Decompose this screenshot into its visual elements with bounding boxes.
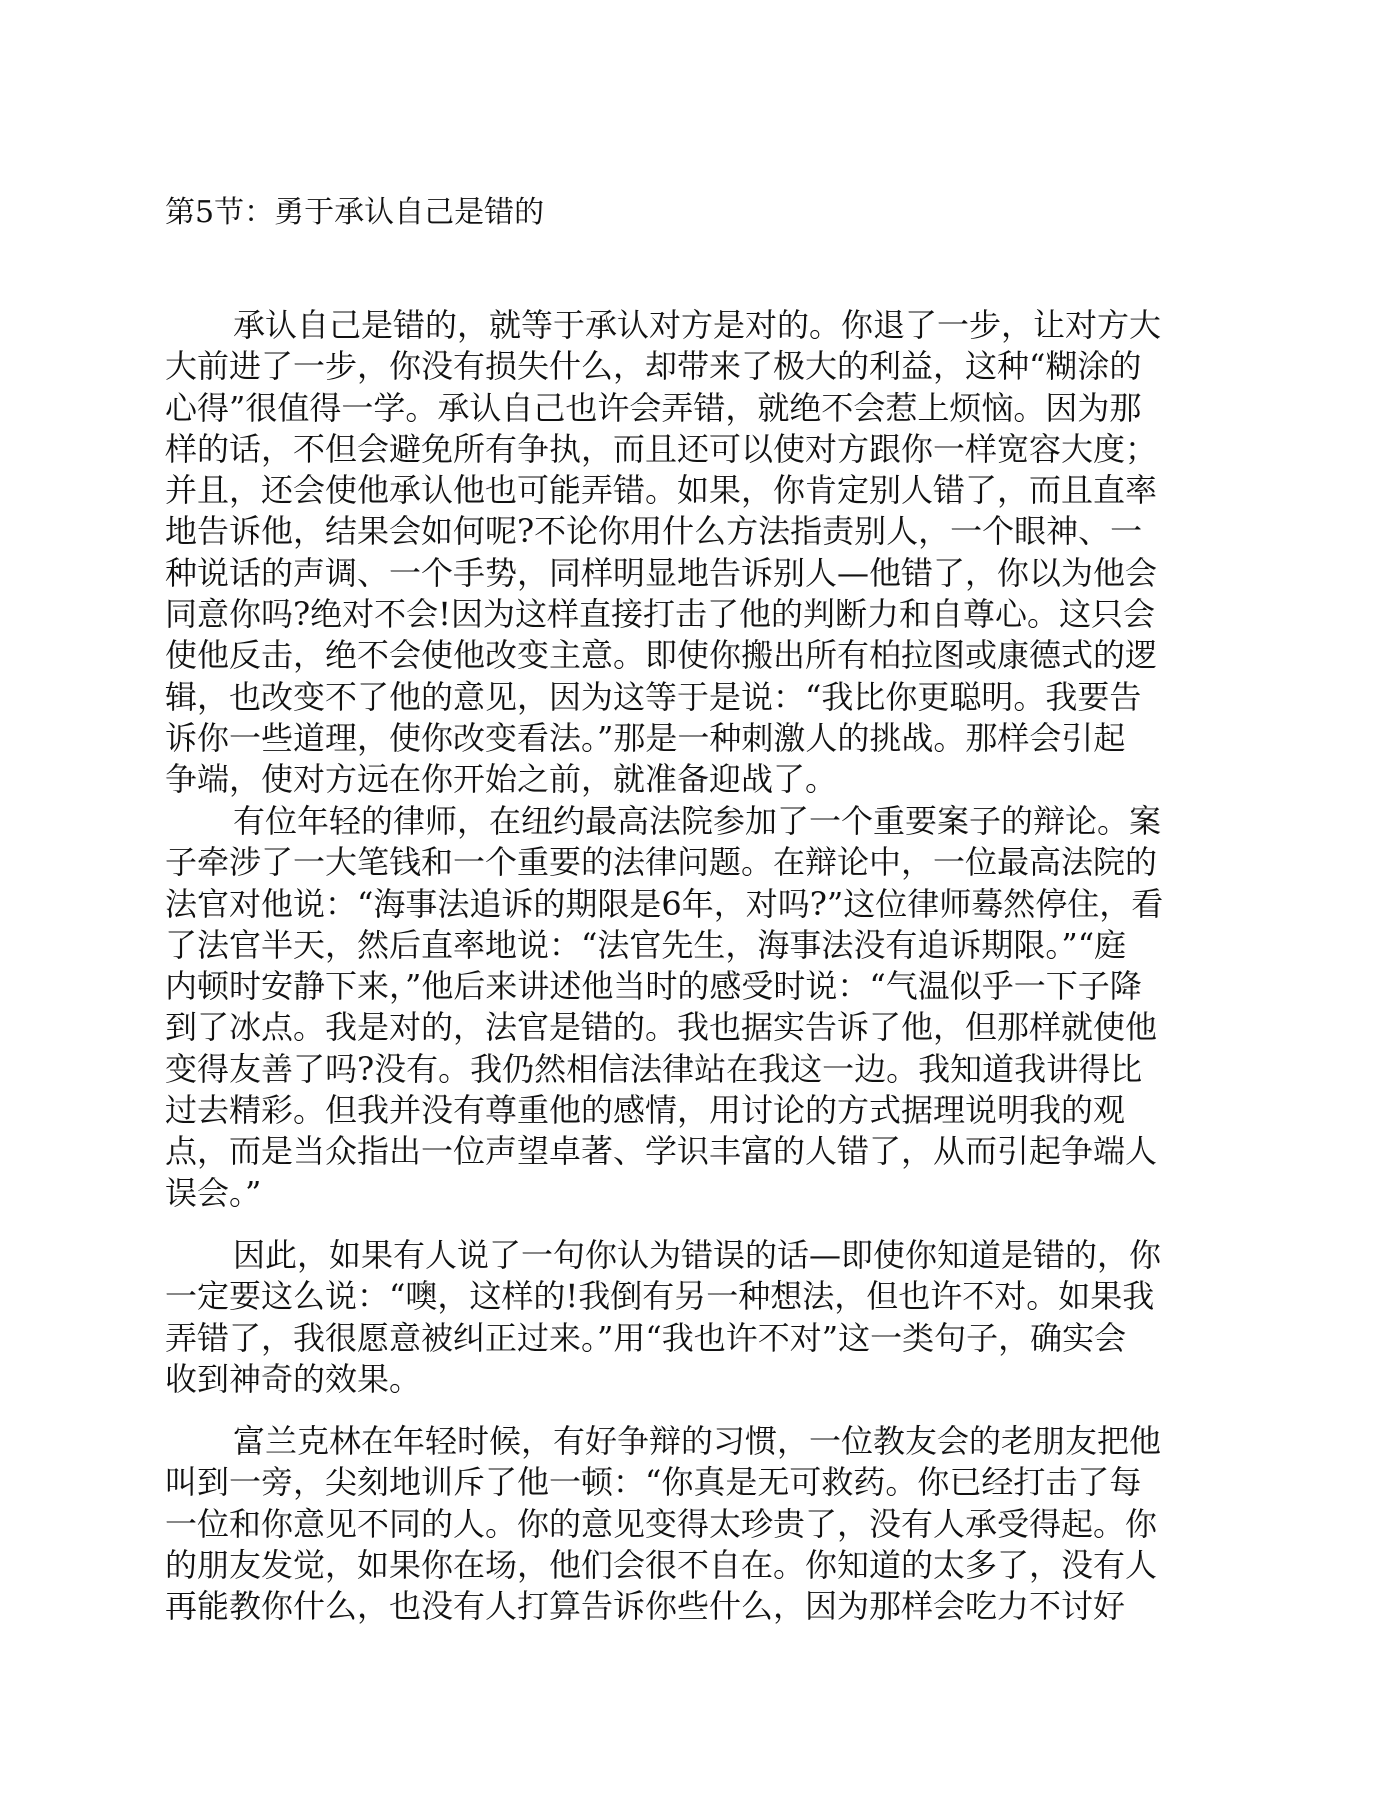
text-line: 误会。” [165,1173,262,1212]
text-line: 大前进了一步，你没有损失什么，却带来了极大的利益，这种“糊涂的 [165,347,1142,386]
text-line: 子牵涉了一大笔钱和一个重要的法律问题。在辩论中，一位最高法院的 [165,843,1158,882]
text-line: 弄错了，我很愿意被纠正过来。”用“我也许不对”这一类句子，确实会 [165,1318,1127,1357]
text-line: 因此，如果有人说了一句你认为错误的话—即使你知道是错的，你 [233,1236,1162,1274]
text-line: 诉你一些道理，使你改变看法。”那是一种刺激人的挑战。那样会引起 [165,718,1126,757]
section-heading: 第5节：勇于承认自己是错的 [165,195,545,230]
text-line: 一位和你意见不同的人。你的意见变得太珍贵了，没有人承受得起。你 [165,1504,1158,1543]
text-line: 再能教你什么，也没有人打算告诉你些什么，因为那样会吃力不讨好 [165,1587,1126,1626]
text-line: 辑，也改变不了他的意见，因为这等于是说：“我比你更聪明。我要告 [165,677,1142,716]
text-line: 心得”很值得一学。承认自己也许会弄错，就绝不会惹上烦恼。因为那 [165,388,1142,427]
text-line: 到了冰点。我是对的，法官是错的。我也据实告诉了他，但那样就使他 [165,1008,1158,1047]
text-line: 收到神奇的效果。 [165,1359,422,1398]
text-line: 富兰克林在年轻时候，有好争辩的习惯，一位教友会的老朋友把他 [233,1422,1162,1460]
text-line: 了法官半天，然后直率地说：“法官先生，海事法没有追诉期限。”“庭 [165,925,1127,964]
text-line: 变得友善了吗?没有。我仍然相信法律站在我这一边。我知道我讲得比 [165,1049,1143,1088]
text-line: 种说话的声调、一个手势，同样明显地告诉别人—他错了，你以为他会 [165,553,1158,592]
text-line: 点，而是当众指出一位声望卓著、学识丰富的人错了，从而引起争端人 [165,1132,1158,1171]
text-line: 法官对他说：“海事法追诉的期限是6年，对吗?”这位律师蓦然停住，看 [165,884,1164,923]
text-line: 样的话，不但会避免所有争执，而且还可以使对方跟你一样宽容大度； [165,429,1158,468]
text-line: 同意你吗?绝对不会!因为这样直接打击了他的判断力和自尊心。这只会 [165,595,1156,634]
text-line: 承认自己是错的，就等于承认对方是对的。你退了一步，让对方大 [233,306,1162,344]
paragraph-2 [165,801,1225,1214]
paragraph-4 [165,1421,1225,1627]
text-line: 一定要这么说：“噢，这样的!我倒有另一种想法，但也许不对。如果我 [165,1277,1155,1316]
paragraph-1 [165,305,1225,801]
text-line: 并且，还会使他承认他也可能弄错。如果，你肯定别人错了，而且直率 [165,471,1158,510]
text-line: 有位年轻的律师，在纽约最高法院参加了一个重要案子的辩论。案 [233,802,1162,840]
text-line: 地告诉他，结果会如何呢?不论你用什么方法指责别人，一个眼神、一 [165,512,1143,551]
text-line: 叫到一旁，尖刻地训斥了他一顿：“你真是无可救药。你已经打击了每 [165,1463,1142,1502]
paragraph-3 [165,1235,1225,1400]
text-line: 过去精彩。但我并没有尊重他的感情，用讨论的方式据理说明我的观 [165,1091,1126,1130]
text-line: 使他反击，绝不会使他改变主意。即使你搬出所有柏拉图或康德式的逻 [165,636,1158,675]
text-line: 内顿时安静下来，”他后来讲述他当时的感受时说：“气温似乎一下子降 [165,967,1142,1006]
text-line: 的朋友发觉，如果你在场，他们会很不自在。你知道的太多了，没有人 [165,1545,1158,1584]
text-line: 争端，使对方远在你开始之前，就准备迎战了。 [165,760,838,799]
